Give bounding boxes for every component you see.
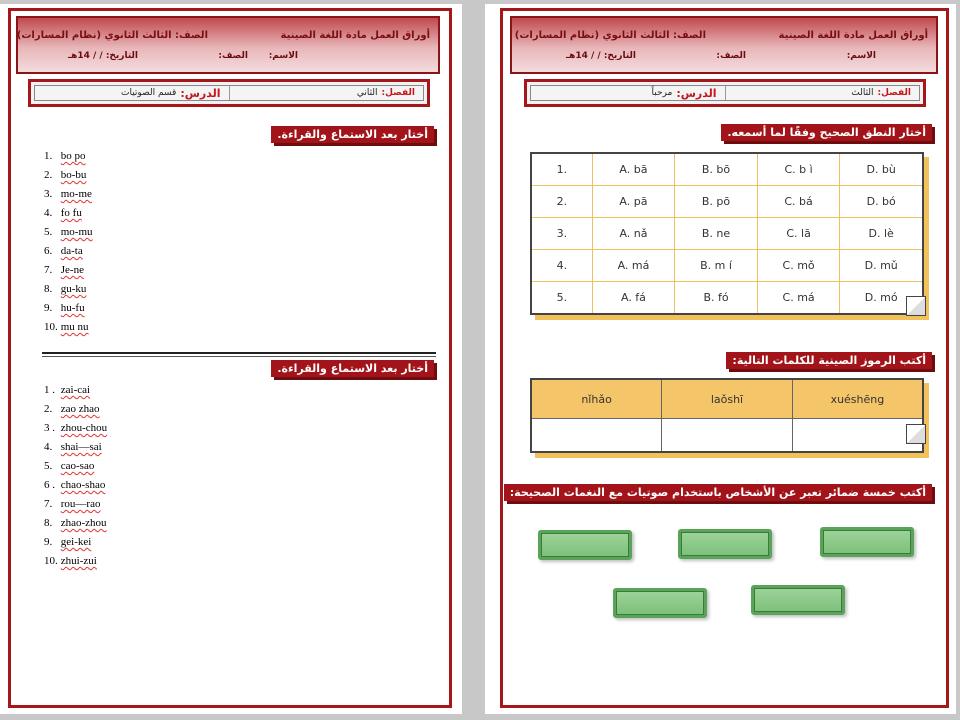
list-item — [44, 479, 107, 498]
pinyin-header: nǐhǎo — [531, 379, 662, 419]
item-number: 8. — [44, 283, 53, 295]
option-a[interactable]: A. má — [592, 250, 675, 282]
list-item — [44, 536, 107, 555]
grade-label: الصف: الثالث الثانوي (نظام المسارات) — [16, 30, 208, 41]
item-syllables: mu nu — [60, 321, 89, 333]
list-item — [44, 188, 93, 207]
pinyin-header: xuéshēng — [792, 379, 923, 419]
list-item — [44, 283, 93, 302]
option-d[interactable]: D. mó — [840, 282, 923, 315]
list-item — [44, 441, 107, 460]
item-syllables: mo-me — [60, 188, 92, 200]
item-number: 4. — [44, 441, 53, 453]
item-syllables: rou—rao — [60, 498, 101, 510]
option-c[interactable]: C. má — [757, 282, 840, 315]
section-divider — [42, 352, 436, 354]
option-d[interactable]: D. bó — [840, 186, 923, 218]
left-page-border — [8, 8, 452, 708]
item-syllables: shai—sai — [60, 441, 102, 453]
list-item — [44, 460, 107, 479]
answer-cell[interactable] — [662, 419, 793, 453]
item-syllables: Je-ne — [60, 264, 84, 276]
answer-cell[interactable] — [792, 419, 923, 453]
class-label: الصف: — [716, 51, 746, 61]
left-header — [16, 16, 440, 74]
list-item — [44, 321, 93, 340]
option-d[interactable]: D. bù — [840, 153, 923, 186]
list-item — [44, 555, 107, 574]
option-b[interactable]: B. fó — [675, 282, 758, 315]
option-c[interactable]: C. mǒ — [757, 250, 840, 282]
table-row — [531, 282, 923, 315]
list-item — [44, 517, 107, 536]
list-item — [44, 207, 93, 226]
item-syllables: zhou-chou — [60, 422, 108, 434]
table-row — [531, 153, 923, 186]
item-number: 9. — [44, 302, 53, 314]
item-number: 1. — [44, 150, 53, 162]
name-label: الاسم: — [846, 51, 876, 61]
item-number: 2. — [44, 169, 53, 181]
list-item — [44, 384, 107, 403]
option-c[interactable]: C. lā — [757, 218, 840, 250]
item-syllables: zao zhao — [60, 403, 100, 415]
item-number: 5. — [44, 226, 53, 238]
list-item — [44, 150, 93, 169]
item-syllables: zhui-zui — [60, 555, 97, 567]
chinese-symbols-table — [530, 378, 924, 453]
list-item — [44, 422, 107, 441]
section-title: أختار بعد الاستماع والقراءة. — [271, 126, 434, 143]
option-b[interactable]: B. bō — [675, 153, 758, 186]
section-title: أختار بعد الاستماع والقراءة. — [271, 360, 434, 377]
semester-cell — [725, 86, 920, 100]
option-b[interactable]: B. ne — [675, 218, 758, 250]
right-info-bar — [524, 79, 926, 107]
item-syllables: da-ta — [60, 245, 83, 257]
question-number: 4. — [531, 250, 592, 282]
item-number: 7. — [44, 264, 53, 276]
answer-box[interactable] — [820, 527, 914, 557]
option-b[interactable]: B. m í — [675, 250, 758, 282]
lesson-label: الدرس: — [180, 86, 221, 100]
table-row — [531, 186, 923, 218]
list-item — [44, 245, 93, 264]
item-number: 5. — [44, 460, 53, 472]
option-b[interactable]: B. pō — [675, 186, 758, 218]
item-number: 10. — [44, 321, 58, 333]
item-syllables: gei-kei — [60, 536, 92, 548]
semester-value: الثالث — [851, 88, 874, 98]
question-number: 1. — [531, 153, 592, 186]
option-a[interactable]: A. nǎ — [592, 218, 675, 250]
option-c[interactable]: C. b ì — [757, 153, 840, 186]
grade-label: الصف: الثالث الثانوي (نظام المسارات) — [514, 30, 706, 41]
answer-box[interactable] — [538, 530, 632, 560]
item-syllables: gu-ku — [60, 283, 87, 295]
option-a[interactable]: A. pā — [592, 186, 675, 218]
question-number: 5. — [531, 282, 592, 315]
lesson-value: قسم الصوتيات — [121, 88, 177, 98]
item-number: 3. — [44, 188, 53, 200]
item-number: 4. — [44, 207, 53, 219]
lesson-value: مرحباً — [651, 88, 673, 98]
option-d[interactable]: D. lè — [840, 218, 923, 250]
semester-cell — [229, 86, 424, 100]
question-number: 2. — [531, 186, 592, 218]
semester-label: الفصل: — [877, 88, 911, 98]
item-number: 9. — [44, 536, 53, 548]
lesson-cell — [35, 86, 229, 100]
item-number: 10. — [44, 555, 58, 567]
pinyin-header: laǒshī — [662, 379, 793, 419]
item-syllables: chao-shao — [60, 479, 106, 491]
option-d[interactable]: D. mǔ — [840, 250, 923, 282]
class-label: الصف: — [218, 51, 248, 61]
phonetics-list-2 — [44, 384, 107, 574]
lesson-label: الدرس: — [676, 86, 717, 100]
question-number: 3. — [531, 218, 592, 250]
item-syllables: mo-mu — [60, 226, 93, 238]
item-syllables: fo fu — [60, 207, 82, 219]
answer-box[interactable] — [613, 588, 707, 618]
left-info-bar — [28, 79, 430, 107]
semester-label: الفصل: — [381, 88, 415, 98]
item-syllables: cao-sao — [60, 460, 95, 472]
list-item — [44, 403, 107, 422]
answer-box[interactable] — [751, 585, 845, 615]
item-number: 7. — [44, 498, 53, 510]
table-row — [531, 250, 923, 282]
date-label: التاريخ: / / 14هـ — [68, 51, 138, 61]
phonetics-list-1 — [44, 150, 93, 340]
answer-box[interactable] — [678, 529, 772, 559]
item-number: 2. — [44, 403, 53, 415]
section-title: أكتب الرموز الصينية للكلمات التالية: — [726, 352, 932, 369]
option-a[interactable]: A. fá — [592, 282, 675, 315]
list-item — [44, 302, 93, 321]
item-number: 8. — [44, 517, 53, 529]
right-header — [510, 16, 938, 74]
item-number: 3 . — [44, 422, 55, 434]
section-title: أختار النطق الصحيح وفقًا لما أسمعه. — [721, 124, 932, 141]
option-c[interactable]: C. bá — [757, 186, 840, 218]
list-item — [44, 169, 93, 188]
item-syllables: bo po — [60, 150, 86, 162]
answer-cell[interactable] — [531, 419, 662, 453]
item-syllables: zai-cai — [60, 384, 91, 396]
list-item — [44, 226, 93, 245]
lesson-cell — [531, 86, 725, 100]
item-number: 6. — [44, 245, 53, 257]
pronunciation-choice-table — [530, 152, 924, 315]
item-syllables: zhao-zhou — [60, 517, 107, 529]
option-a[interactable]: A. bā — [592, 153, 675, 186]
section-divider-thin — [42, 356, 436, 357]
date-label: التاريخ: / / 14هـ — [566, 51, 636, 61]
list-item — [44, 498, 107, 517]
list-item — [44, 264, 93, 283]
page-curl-corner — [906, 296, 926, 316]
name-label: الاسم: — [268, 51, 298, 61]
semester-value: الثاني — [356, 88, 378, 98]
page-curl-corner — [906, 424, 926, 444]
section-title: أكتب خمسة ضمائر تعبر عن الأشخاص باستخدام صوتيات مع النغمات الصحيحة: — [504, 484, 932, 501]
worksheet-title: أوراق العمل مادة اللغة الصينية — [778, 30, 928, 41]
item-syllables: hu-fu — [60, 302, 85, 314]
table-row — [531, 218, 923, 250]
worksheet-title: أوراق العمل مادة اللغة الصينية — [280, 30, 430, 41]
left-worksheet-page — [0, 4, 462, 714]
item-syllables: bo-bu — [60, 169, 87, 181]
item-number: 6 . — [44, 479, 55, 491]
item-number: 1 . — [44, 384, 55, 396]
